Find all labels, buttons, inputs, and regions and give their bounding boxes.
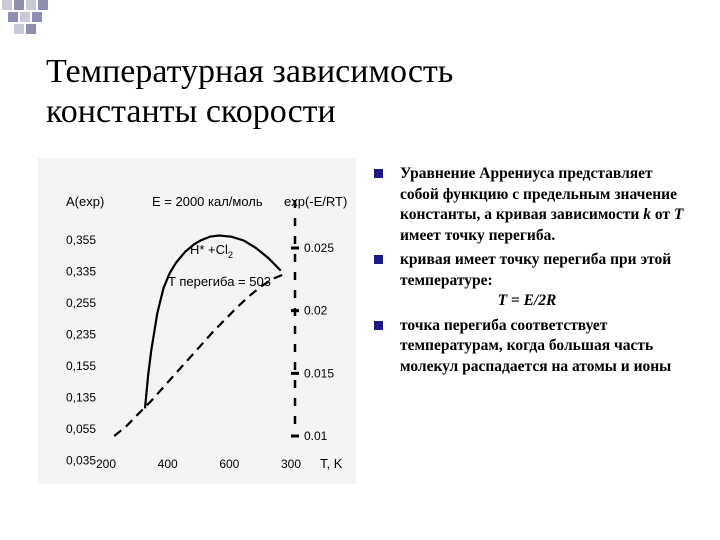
bullet-square-icon [374, 169, 383, 178]
bullet-item-3 [374, 316, 694, 378]
bullet-list [374, 164, 694, 377]
right-tick-label: 0.02 [304, 303, 328, 318]
left-tick-label: 0,155 [66, 359, 97, 373]
x-tick-label: 200 [95, 457, 117, 471]
series-solid-line [145, 236, 281, 409]
slide-title-line-2: константы скорости [46, 93, 336, 130]
right-tick-label: 0.025 [304, 241, 335, 255]
left-axis-label: A(exp) [66, 194, 105, 209]
chart-panel [38, 158, 356, 484]
chart [38, 158, 356, 484]
slide-title [46, 52, 686, 132]
x-axis-label: T, K [320, 456, 343, 471]
bullet-item-1 [374, 164, 694, 246]
right-tick-label: 0.01 [304, 429, 328, 443]
bullet-1-text-b: от [650, 206, 674, 223]
x-tick-label: 300 [280, 457, 302, 471]
inflection-label: T перегиба = 503 [168, 274, 271, 289]
series-dashed-line [114, 273, 287, 436]
bullet-square-icon [374, 321, 383, 330]
left-tick-label: 0,335 [66, 264, 97, 279]
right-tick-mark [291, 372, 299, 375]
energy-label: E = 2000 кал/моль [152, 194, 263, 209]
inflection-formula: T = E/2R [497, 292, 557, 309]
right-tick-mark [291, 435, 299, 438]
corner-decoration [0, 0, 80, 40]
left-tick-label: 0,235 [66, 327, 97, 342]
left-tick-label: 0,255 [66, 296, 97, 310]
bullet-1-text-a: Уравнение Аррениуса представляет собой функцию с предельным значение константы, а кривая зависимости [400, 165, 677, 223]
bullet-square-icon [374, 255, 383, 264]
x-tick-label: 600 [219, 457, 240, 471]
bullet-item-2 [374, 250, 694, 312]
left-tick-label: 0,055 [66, 422, 97, 436]
slide-title-line-1: Температурная зависимость [46, 53, 454, 90]
bullet-1-var-t: T [673, 206, 684, 223]
right-tick-mark [291, 247, 299, 250]
left-tick-label: 0,355 [66, 233, 97, 247]
right-tick-label: 0.015 [304, 366, 335, 381]
x-tick-label: 400 [157, 457, 178, 471]
bullet-1-var-k: k [643, 206, 651, 223]
left-tick-label: 0,035 [66, 453, 97, 468]
reaction-label: $H* +Cl_2$ [190, 242, 233, 260]
bullet-1-text-c: имеет точку перегиба. [400, 226, 556, 244]
left-tick-label: 0,135 [66, 390, 97, 405]
bullet-3-text: точка перегиба соответствует температурам, когда большая часть молекул распадается на атомы и ионы [400, 316, 672, 375]
right-axis-label: exp(-E/RT) [284, 194, 348, 209]
bullet-2-text: кривая имеет точку перегиба при этой температуре: [400, 251, 672, 289]
